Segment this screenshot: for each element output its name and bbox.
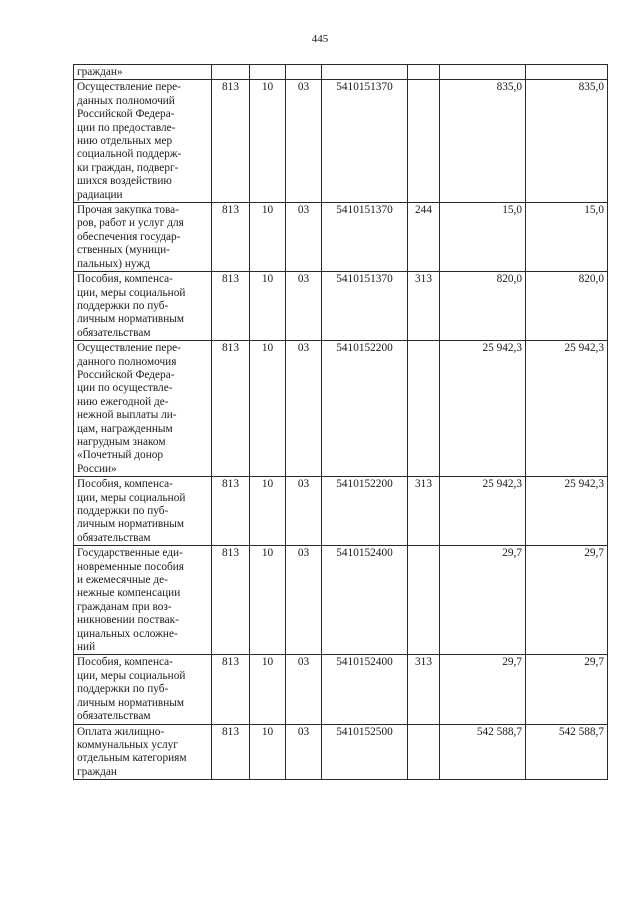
target-article-code: 5410152500 (322, 724, 408, 780)
amount-2: 835,0 (526, 80, 608, 203)
row-name: Прочая закупка това- ров, работ и услуг для обеспечения государ- ственных (муници- пальных) нужд (74, 203, 212, 272)
amount-1: 835,0 (440, 80, 526, 203)
ministry-code: 813 (212, 477, 250, 546)
amount-2: 542 588,7 (526, 724, 608, 780)
ministry-code: 813 (212, 655, 250, 724)
amount-2: 15,0 (526, 203, 608, 272)
row-name: Осуществление пере- данного полномочия Российской Федера- ции по осуществле- нию ежегодной де- нежной выплаты ли- цам, награжденным нагрудным знаком «Почетный донор России» (74, 341, 212, 477)
subsection-code: 03 (286, 655, 322, 724)
table-row (74, 546, 608, 655)
section-code: 10 (250, 724, 286, 780)
expense-type-code (408, 724, 440, 780)
row-name: Оплата жилищно- коммунальных услуг отдельным категориям граждан (74, 724, 212, 780)
budget-table (73, 64, 608, 780)
amount-1: 15,0 (440, 203, 526, 272)
row-name: граждан» (74, 65, 212, 80)
amount-2: 25 942,3 (526, 341, 608, 477)
subsection-code: 03 (286, 80, 322, 203)
expense-type-code: 313 (408, 272, 440, 341)
target-article-code: 5410151370 (322, 80, 408, 203)
amount-1: 29,7 (440, 655, 526, 724)
section-code: 10 (250, 203, 286, 272)
subsection-code: 03 (286, 341, 322, 477)
amount-1: 820,0 (440, 272, 526, 341)
expense-type-code (408, 546, 440, 655)
expense-type-code: 313 (408, 477, 440, 546)
ministry-code: 813 (212, 80, 250, 203)
target-article-code: 5410152400 (322, 546, 408, 655)
subsection-code: 03 (286, 203, 322, 272)
subsection-code: 03 (286, 477, 322, 546)
table-row (74, 80, 608, 203)
subsection-code: 03 (286, 546, 322, 655)
page-number: 445 (311, 33, 329, 45)
target-article-code: 5410151370 (322, 272, 408, 341)
amount-2: 820,0 (526, 272, 608, 341)
section-code (250, 65, 286, 80)
row-name: Государственные еди- новременные пособия и ежемесячные де- нежные компенсации гражданам при воз- никновении поствак- цинальных осложне- ний (74, 546, 212, 655)
ministry-code (212, 65, 250, 80)
ministry-code: 813 (212, 272, 250, 341)
table-row (74, 477, 608, 546)
subsection-code: 03 (286, 724, 322, 780)
target-article-code: 5410152200 (322, 477, 408, 546)
table-row (74, 65, 608, 80)
section-code: 10 (250, 80, 286, 203)
amount-2: 25 942,3 (526, 477, 608, 546)
table-row (74, 724, 608, 780)
amount-2: 29,7 (526, 655, 608, 724)
amount-2 (526, 65, 608, 80)
section-code: 10 (250, 477, 286, 546)
amount-1 (440, 65, 526, 80)
expense-type-code (408, 341, 440, 477)
ministry-code: 813 (212, 724, 250, 780)
subsection-code: 03 (286, 272, 322, 341)
amount-1: 29,7 (440, 546, 526, 655)
table-row (74, 341, 608, 477)
table-row (74, 203, 608, 272)
amount-1: 25 942,3 (440, 477, 526, 546)
section-code: 10 (250, 655, 286, 724)
ministry-code: 813 (212, 546, 250, 655)
row-name: Пособия, компенса- ции, меры социальной поддержки по пуб- личным нормативным обязательствам (74, 655, 212, 724)
expense-type-code: 244 (408, 203, 440, 272)
target-article-code: 5410152200 (322, 341, 408, 477)
target-article-code: 5410152400 (322, 655, 408, 724)
amount-1: 542 588,7 (440, 724, 526, 780)
table-row (74, 655, 608, 724)
expense-type-code (408, 65, 440, 80)
row-name: Пособия, компенса- ции, меры социальной поддержки по пуб- личным нормативным обязательствам (74, 477, 212, 546)
amount-2: 29,7 (526, 546, 608, 655)
subsection-code (286, 65, 322, 80)
table-row (74, 272, 608, 341)
ministry-code: 813 (212, 203, 250, 272)
expense-type-code: 313 (408, 655, 440, 724)
section-code: 10 (250, 272, 286, 341)
section-code: 10 (250, 546, 286, 655)
row-name: Пособия, компенса- ции, меры социальной поддержки по пуб- личным нормативным обязательствам (74, 272, 212, 341)
ministry-code: 813 (212, 341, 250, 477)
target-article-code: 5410151370 (322, 203, 408, 272)
target-article-code (322, 65, 408, 80)
amount-1: 25 942,3 (440, 341, 526, 477)
section-code: 10 (250, 341, 286, 477)
expense-type-code (408, 80, 440, 203)
row-name: Осуществление пере- данных полномочий Российской Федера- ции по предоставле- нию отдельных мер социальной поддерж- ки граждан, подверг- шихся воздействию радиации (74, 80, 212, 203)
